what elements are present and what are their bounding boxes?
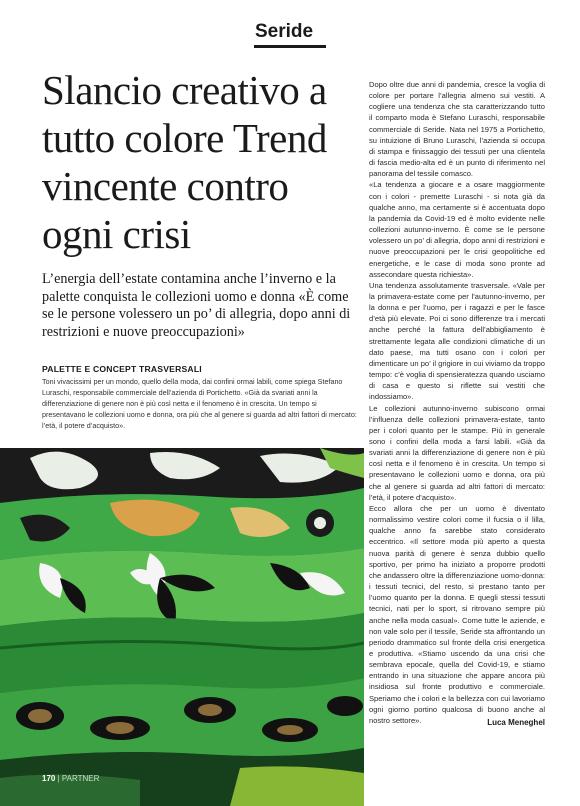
intro-subhead: PALETTE E CONCEPT TRASVERSALI	[42, 364, 202, 374]
folio	[42, 774, 99, 783]
magazine-name: PARTNER	[61, 774, 100, 783]
fabric-photo	[0, 448, 364, 806]
body-column	[369, 79, 545, 726]
folio-separator: |	[57, 774, 60, 783]
deck: L’energia dell’estate contamina anche l’inverno e la palette conquista le collezioni uomo e donna «È come se le persone volessero un po’ di allegria, dopo anni di restrizioni e nuove preoccupazioni»	[42, 271, 351, 340]
intro-text: Toni vivacissimi per un mondo, quello della moda, dai confini ormai labili, come spiega Stefano Luraschi, responsabile commerciale dell’azienda di Portichetto. «Già da svariati anni la differenziazione di genere non è più così netta e il fenomeno è in crescita. Un tempo si presentavano le collezioni uomo e donna, ora più che al genere si guarda ad altri fattori di mercato: l’età, il potere d’acquisto».	[42, 377, 357, 430]
body-paragraph: Le collezioni autunno-inverno subiscono ormai l’influenza delle collezioni primavera-estate, tanto per i colori quanto per le stampe. Più in generale sono i confini della moda a farsi labili. «Già da svariati anni la differenziazione di genere non è più così netta e il fenomeno è in crescita. Un tempo si presentavano le collezioni uomo e donna, ora più che al genere si guarda ad altri fattori di mercato: l’età, il potere d’acquisto».	[369, 403, 545, 502]
body-paragraph: Ecco allora che per un uomo è diventato normalissimo vestire colori come il fucsia o il lilla, qualche anno fa sarebbe stato considerato eccentrico. «Il settore moda più aperto a questa nuova parità di genere è senza dubbio quello sportivo, per primo ha iniziato a proporre prodotti che andassero oltre la differenziazione uomo-donna: i tessuti tecnici, del resto, si prestano tanto per l’uomo quanto per la donna. E quegli stessi tessuti tecnici, nati per lo sport, si ritrovano sempre più anche nella moda casual». Come tutte le aziende, e non vale solo per il tessile, Seride sta affrontando un periodo drammatico sul fronte della crisi energetica e produttiva. «Stiamo uscendo da una crisi che sembrava epocale, quella del Covid-19, e stiamo entrando in una situazione che appare ancora più insidiosa sul fronte produttivo e commerciale. Speriamo che i colori e la bellezza con cui lavoriamo ogni giorno portino qualcosa di buono anche al nostro settore».	[369, 503, 545, 725]
page-number: 170	[42, 774, 56, 783]
body-paragraph: Una tendenza assolutamente trasversale. «Vale per la primavera-estate come per l’autunno-inverno, per la donna e per l’uomo, per i ragazzi e per le fasce d’età più elevate. Poi ci sono differenze tra i mercati anche perché la fattura dell’abbigliamento è strettamente legata alle condizioni climatiche di un dato paese, ma tutti osano con i colori per dimenticare un po’ il grigiore in cui viviamo da troppo tempo: c’è voglia di spensieratezza quando usciamo di casa e questo si riflette sui vestiti che indossiamo».	[369, 280, 545, 402]
section-tag: Seride	[255, 21, 314, 42]
byline: Luca Meneghel	[487, 718, 545, 727]
body-paragraph: «La tendenza a giocare e a osare maggiormente con i colori - premette Luraschi - si nota già da qualche anno, ma certamente si è accentuata dopo la pandemia da Covid-19 ed è molto evidente nelle collezioni autunno-inverno. È come se le persone volessero un po’ di allegria, dopo anni di restrizioni e nuove preoccupazioni per le crisi geopolitiche ed energetiche, e le case di moda sono pronte ad assecondare questa richiesta».	[369, 180, 545, 279]
headline: Slancio creativo a tutto colore Trend vincente contro ogni crisi	[42, 67, 327, 257]
body-paragraph: Dopo oltre due anni di pandemia, cresce la voglia di colore per portare l’allegria almeno sui vestiti. A cogliere una tendenza che sta caratterizzando tutto il comparto moda è Stefano Luraschi, responsabile commerciale di Seride. Nata nel 1975 a Portichetto, su intuizione di Bruno Luraschi, l’azienda si occupa di stampa e finissaggio dei tessuti per una clientela di fascia medio-alta ed è un punto di riferimento nel panorama del tessile comasco.	[369, 80, 545, 179]
section-tag-underline	[254, 45, 326, 48]
